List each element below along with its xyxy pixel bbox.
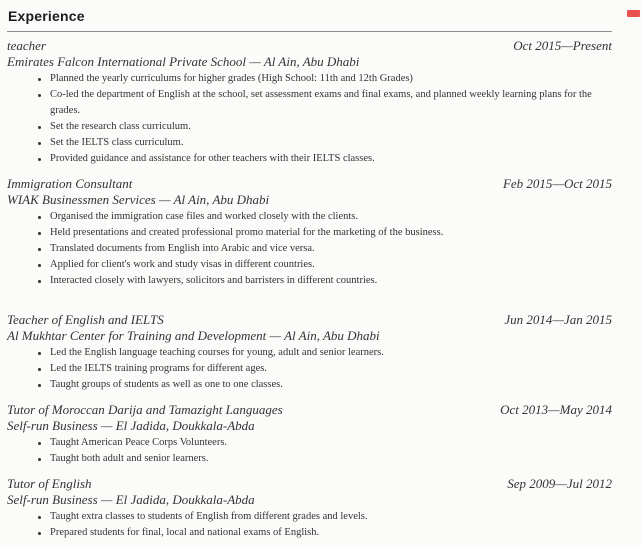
job-title: Teacher of English and IELTS bbox=[7, 312, 164, 327]
bullet-item: Taught groups of students as well as one to one classes. bbox=[50, 377, 595, 393]
bullet-item: Applied for client's work and study visas in different countries. bbox=[50, 257, 595, 273]
entry-header bbox=[7, 312, 612, 328]
job-dates: Oct 2013—May 2014 bbox=[500, 402, 612, 417]
job-dates: Jun 2014—Jan 2015 bbox=[504, 312, 612, 327]
bullet-item: Taught American Peace Corps Volunteers. bbox=[50, 435, 595, 451]
bullet-list bbox=[7, 435, 612, 467]
job-dates: Oct 2015—Present bbox=[513, 38, 612, 53]
bullet-item: Led the English language teaching courses for young, adult and senior learners. bbox=[50, 345, 595, 361]
experience-entry bbox=[7, 476, 612, 541]
bullet-item: Planned the yearly curriculums for higher grades (High School: 11th and 12th Grades) bbox=[50, 71, 595, 87]
job-organization: Emirates Falcon International Private School — Al Ain, Abu Dhabi bbox=[7, 54, 360, 69]
job-title: Tutor of Moroccan Darija and Tamazight Languages bbox=[7, 402, 283, 417]
experience-entry bbox=[7, 312, 612, 393]
bullet-list bbox=[7, 71, 612, 167]
entry-header bbox=[7, 402, 612, 418]
job-organization: Al Mukhtar Center for Training and Development — Al Ain, Abu Dhabi bbox=[7, 328, 380, 343]
experience-entry bbox=[7, 402, 612, 467]
bullet-item: Organised the immigration case files and worked closely with the clients. bbox=[50, 209, 595, 225]
job-dates: Sep 2009—Jul 2012 bbox=[507, 476, 612, 491]
bullet-list bbox=[7, 209, 612, 289]
experience-entry bbox=[7, 38, 612, 167]
bullet-item: Co-led the department of English at the school, set assessment exams and final exams, and planned weekly learning plans for the grades. bbox=[50, 87, 595, 119]
entry-header bbox=[7, 38, 612, 54]
bullet-item: Interacted closely with lawyers, solicitors and barristers in different countries. bbox=[50, 273, 595, 289]
bullet-item: Provided guidance and assistance for other teachers with their IELTS classes. bbox=[50, 151, 595, 167]
job-organization: Self-run Business — El Jadida, Doukkala-Abda bbox=[7, 492, 255, 507]
bullet-item: Set the IELTS class curriculum. bbox=[50, 135, 595, 151]
red-indicator bbox=[627, 10, 640, 17]
job-title: Tutor of English bbox=[7, 476, 92, 491]
section-heading: Experience bbox=[8, 8, 85, 24]
experience-entries bbox=[7, 38, 612, 541]
job-title: Immigration Consultant bbox=[7, 176, 133, 191]
job-organization: WIAK Businessmen Services — Al Ain, Abu Dhabi bbox=[7, 192, 270, 207]
bullet-list bbox=[7, 509, 612, 541]
bullet-item: Led the IELTS training programs for different ages. bbox=[50, 361, 595, 377]
job-title: teacher bbox=[7, 38, 46, 53]
bullet-item: Taught both adult and senior learners. bbox=[50, 451, 595, 467]
bullet-item: Translated documents from English into Arabic and vice versa. bbox=[50, 241, 595, 257]
section-rule bbox=[7, 31, 612, 32]
bullet-item: Set the research class curriculum. bbox=[50, 119, 595, 135]
bullet-item: Taught extra classes to students of English from different grades and levels. bbox=[50, 509, 595, 525]
job-organization: Self-run Business — El Jadida, Doukkala-Abda bbox=[7, 418, 255, 433]
experience-entry bbox=[7, 176, 612, 289]
entry-header bbox=[7, 176, 612, 192]
job-dates: Feb 2015—Oct 2015 bbox=[502, 176, 612, 191]
entry-header bbox=[7, 476, 612, 492]
bullet-item: Held presentations and created professional promo material for the marketing of the business. bbox=[50, 225, 595, 241]
bullet-list bbox=[7, 345, 612, 393]
bullet-item: Prepared students for final, local and national exams of English. bbox=[50, 525, 595, 541]
